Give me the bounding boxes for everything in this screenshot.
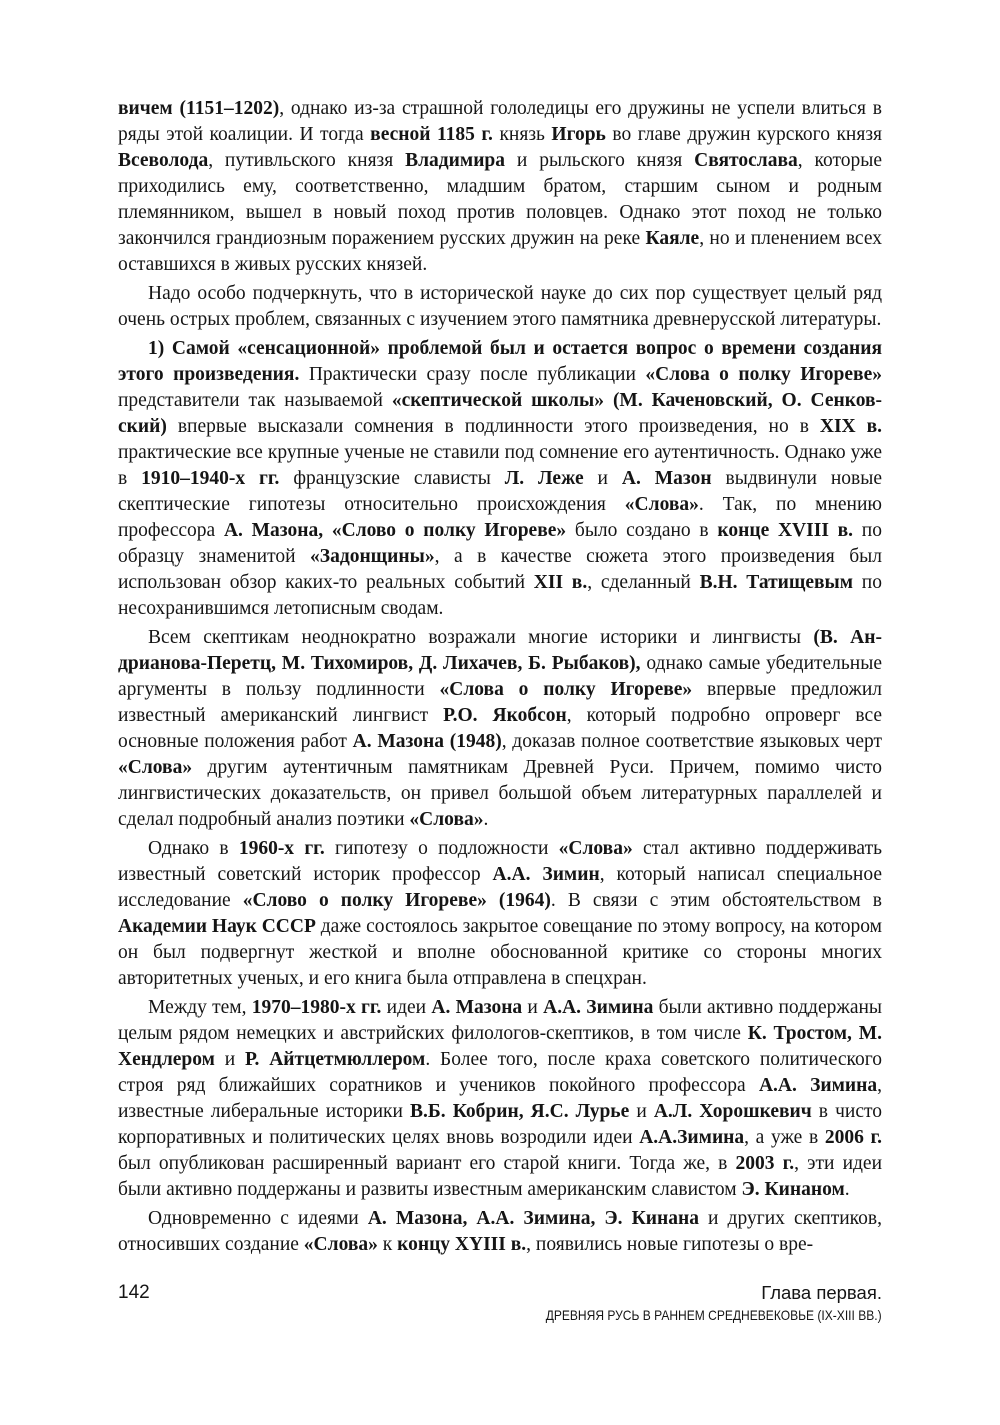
text-run: Надо особо подчеркнуть, что в исторической науке до сих пор существует целый ряд очень острых проблем, связанных с изучением этого памятника древнерусской литературы. — [118, 283, 882, 330]
bold-text: 1) Самой «сенсационной» проблемой был и остается вопрос о времени создания этого произведения. — [118, 338, 882, 385]
page-number: 142 — [118, 1282, 150, 1303]
bold-text: «Слова» — [409, 809, 484, 830]
bold-text: Всеволода — [118, 150, 209, 171]
bold-text: А.А. Зимина — [758, 1075, 878, 1096]
text-run: и рыльского князя — [505, 150, 695, 171]
text-run: , который написал специальное исследование — [118, 864, 882, 911]
bold-text: вичем (1151–1202) — [118, 98, 280, 119]
paragraph — [118, 1206, 882, 1258]
text-run: и — [522, 997, 544, 1018]
chapter-subtitle: ДРЕВНЯЯ РУСЬ В РАННЕМ СРЕДНЕВЕКОВЬЕ (IX-XIII ВВ.) — [546, 1307, 882, 1323]
paragraph — [118, 836, 882, 992]
text-run: представители так называемой — [118, 390, 392, 411]
bold-text: Л. Леже — [504, 468, 584, 489]
bold-text: Владимира — [405, 150, 506, 171]
text-run: , однако из-за страшной гололедицы его дружины не успели влиться в ряды этой коалиции. И тогда — [118, 98, 882, 145]
text-run: князь — [492, 124, 552, 145]
chapter-title: Глава первая. — [761, 1282, 882, 1303]
text-run: , которые приходились ему, соответственно, младшим братом, старшим сыном и родным племянником, вышел в новый поход против половцев. Однако этот поход не только закончился грандиозным поражением русских дружин на реке — [118, 150, 882, 249]
text-run: по несохранившимся летописным сводам. — [118, 572, 882, 619]
text-run: , путивльского князя — [208, 150, 406, 171]
text-run: . — [483, 809, 489, 830]
text-run: гипотезу о подложности — [324, 838, 559, 859]
bold-text: А. Мазона — [431, 997, 523, 1018]
bold-text: А. Мазона, «Слово о полку Игореве» — [223, 520, 567, 541]
text-run: Между тем, — [148, 997, 252, 1018]
bold-text: «Задонщины» — [310, 546, 435, 567]
bold-text: (В. Андрианова-Перетц, М. Тихомиров, Д. Лихачев, Б. Рыбаков), — [118, 627, 882, 674]
bold-text: XIX в. — [819, 416, 882, 437]
text-run: Всем скептикам неоднократно возражали многие историки и лингвисты — [148, 627, 814, 648]
text-run: Однако в — [148, 838, 239, 859]
text-run: однако самые убедительные аргументы в пользу подлинности — [118, 653, 882, 700]
bold-text: Р. Айтцетмюллером — [245, 1049, 426, 1070]
bold-text: А.Л. Хорошкевич — [653, 1101, 812, 1122]
text-run: , а в качестве сюжета этого произведения был использован обзор каких-то реальных событий — [118, 546, 882, 593]
bold-text: А. Мазона, А.А. Зимина, Э. Кинана — [367, 1208, 699, 1229]
bold-text: 2003 г. — [735, 1153, 795, 1174]
text-run: , а уже в — [744, 1127, 825, 1148]
bold-text: В.Н. Татищевым — [699, 572, 854, 593]
bold-text: Игорь — [551, 124, 606, 145]
bold-text: «Слово о полку Игореве» (1964) — [242, 890, 551, 911]
bold-text: А.А. Зимина — [543, 997, 654, 1018]
text-run: . В связи с этим обстоятельством в — [550, 890, 882, 911]
bold-text: А. Мазона (1948) — [352, 731, 502, 752]
bold-text: А.А.Зимина — [639, 1127, 745, 1148]
bold-text: А.А. Зимин — [492, 864, 600, 885]
text-run: и других скептиков, относивших создание — [118, 1208, 882, 1255]
paragraph — [118, 336, 882, 622]
bold-text: 1960-х гг. — [238, 838, 325, 859]
bold-text: Каяле — [645, 228, 700, 249]
bold-text: конце XVIII в. — [717, 520, 854, 541]
text-run: идеи — [381, 997, 432, 1018]
text-run: , доказав полное соответствие языковых черт — [501, 731, 882, 752]
bold-text: А. Мазон — [621, 468, 712, 489]
text-run: и — [214, 1049, 246, 1070]
text-run: стал активно поддерживать известный советский историк профессор — [118, 838, 882, 885]
bold-text: 1970–1980-х гг. — [251, 997, 382, 1018]
bold-text: «Слова» — [624, 494, 699, 515]
text-run: к — [377, 1234, 398, 1255]
text-run: было создано в — [566, 520, 718, 541]
paragraph — [118, 625, 882, 833]
text-run: , эти идеи были активно поддержаны и развиты известным американским славистом — [118, 1153, 883, 1200]
text-run: Одновременно с идеями — [148, 1208, 368, 1229]
text-run: были активно поддержаны целым рядом немецких и австрийских филологов-скептиков, в том числе — [118, 997, 883, 1044]
bold-text: Э. Кинаном — [741, 1179, 845, 1200]
bold-text: XII в. — [533, 572, 588, 593]
bold-text: весной 1185 г. — [370, 124, 493, 145]
text-run: по образцу знаменитой — [118, 520, 882, 567]
text-run: Практически сразу после публикации — [299, 364, 646, 385]
chapter-heading — [491, 1281, 882, 1325]
bold-text: «Слова» — [558, 838, 633, 859]
text-run: другим аутентичным памятникам Древней Руси. Причем, помимо чисто лингвистических доказательств, он привел большой объем литературных параллелей и сделал подробный анализ поэтики — [118, 757, 882, 830]
paragraph — [118, 995, 882, 1203]
text-run: и — [583, 468, 622, 489]
text-run: . Так, по мнению профессора — [118, 494, 882, 541]
paragraph — [118, 281, 882, 333]
text-run: . Более того, после краха советского политического строя ряд ближайших соратников и учеников покойного профессора — [118, 1049, 882, 1096]
bold-text: концу XYIII в. — [397, 1234, 527, 1255]
bold-text: 2006 г. — [824, 1127, 882, 1148]
bold-text: Святослава — [694, 150, 798, 171]
page-body — [118, 96, 882, 1258]
text-run: во главе дружин курского князя — [605, 124, 882, 145]
text-run: даже состоялось закрытое совещание по этому вопросу, на котором он был подвергнут жесткой и вполне обоснованной критике со стороны многих авторитетных ученых, и его книга была отправлена в спецхран. — [118, 916, 882, 989]
text-run: впервые предложил известный американский лингвист — [118, 679, 883, 726]
bold-text: К. Тростом, М. Хендлером — [118, 1023, 882, 1070]
text-run: и — [629, 1101, 654, 1122]
bold-text: В.Б. Кобрин, Я.С. Лурье — [410, 1101, 630, 1122]
text-run: выдвинули новые скептические гипотезы относительно происхождения — [118, 468, 882, 515]
text-run: впервые высказали сомнения в подлинности этого произведения, но в — [166, 416, 820, 437]
text-run: был опубликован расширенный вариант его старой книги. Тогда же, в — [118, 1153, 736, 1174]
text-run: практические все крупные ученые не ставили под сомнение его аутентичность. Однако уже в — [118, 442, 882, 489]
bold-text: 1910–1940-х гг. — [141, 468, 280, 489]
bold-text: Академии Наук СССР — [118, 916, 316, 937]
text-run: , известные либеральные историки — [118, 1075, 882, 1122]
text-run: , который подробно опроверг все основные положения работ — [118, 705, 883, 752]
paragraph — [118, 96, 882, 278]
bold-text: «Слова» — [118, 757, 193, 778]
bold-text: «Слова о полку Игореве» — [645, 364, 882, 385]
text-run: , но и пленением всех оставшихся в живых русских князей. — [118, 228, 882, 275]
bold-text: «скептической школы» (М. Каченовский, О. Сенковский) — [118, 390, 882, 437]
text-run: французские слависты — [279, 468, 505, 489]
bold-text: «Слова» — [303, 1234, 378, 1255]
bold-text: Р.О. Якобсон — [443, 705, 567, 726]
text-run: , сделанный — [587, 572, 700, 593]
text-run: . — [844, 1179, 850, 1200]
text-run: , появились новые гипотезы о вре- — [526, 1234, 814, 1255]
text-run: в чисто корпоративных и политических целях вновь возродили идеи — [118, 1101, 882, 1148]
bold-text: «Слова о полку Игореве» — [439, 679, 693, 700]
